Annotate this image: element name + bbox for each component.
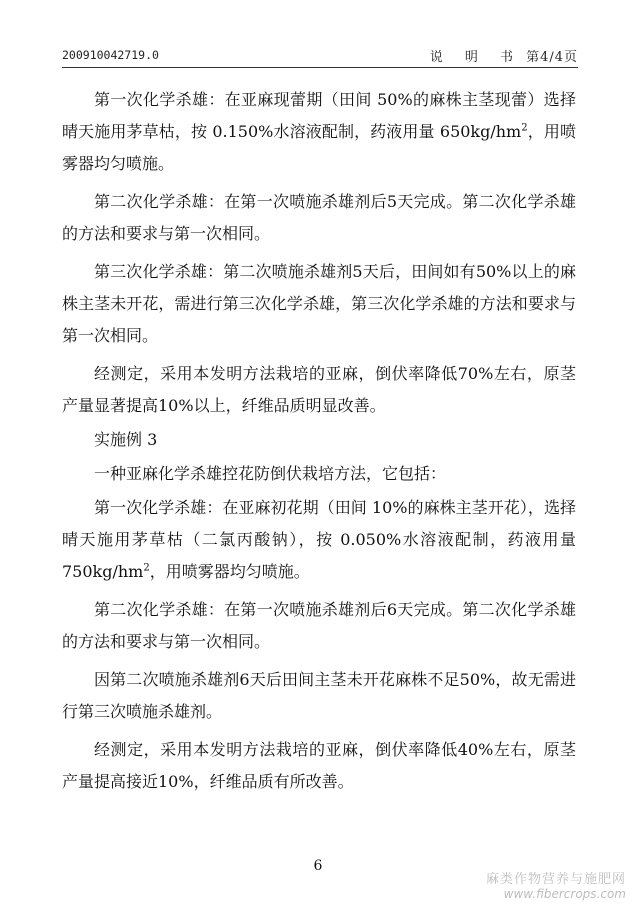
header-right [430, 46, 578, 65]
paragraph: 经测定，采用本发明方法栽培的亚麻，倒伏率降低70%左右，原茎产量显著提高10%以上，纤维品质明显改善。 [62, 364, 576, 415]
paragraph: 第一次化学杀雄：在亚麻现蕾期（田间 50%的麻株主茎现蕾）选择晴天施用茅草枯，按 0.150%水溶液配制，药液用量 $650kg/hm^2$，用喷雾器均匀喷施。 [62, 90, 576, 173]
paragraph: 第三次化学杀雄：第二次喷施杀雄剂5天后，田间如有50%以上的麻株主茎未开花，需进行第三次化学杀雄，第三次化学杀雄的方法和要求与第一次相同。 [62, 262, 576, 345]
paragraph: 第二次化学杀雄：在第一次喷施杀雄剂后6天完成。第二次化学杀雄的方法和要求与第一次相同。 [62, 600, 576, 651]
paragraph: 因第二次喷施杀雄剂6天后田间主茎未开花麻株不足50%，故无需进行第三次喷施杀雄剂。 [62, 670, 576, 721]
watermark-text: 麻类作物营养与施肥网 [485, 872, 626, 887]
paragraph: 经测定，采用本发明方法栽培的亚麻，倒伏率降低40%左右，原茎产量提高接近10%，纤维品质有所改善。 [62, 740, 576, 791]
watermark [486, 873, 626, 901]
page-label: 第4/4页 [526, 50, 578, 65]
watermark-url: www.fibercrops.com [503, 887, 626, 901]
paragraph: 第二次化学杀雄：在第一次喷施杀雄剂后5天完成。第二次化学杀雄的方法和要求与第一次相同。 [62, 192, 576, 243]
document-type: 说 明 书 [429, 50, 523, 65]
section-heading: 实施例 3 [94, 430, 158, 449]
header-rule [62, 67, 578, 68]
paragraph: 一种亚麻化学杀雄控花防倒伏栽培方法，它包括： [94, 464, 447, 483]
page-header [62, 44, 578, 64]
document-number: 200910042719.0 [62, 48, 159, 62]
paragraph: 第一次化学杀雄：在亚麻初花期（田间 10%的麻株主茎开花），选择晴天施用茅草枯（二氯丙酸钠），按 0.050%水溶液配制，药液用量 $750kg/hm^2$，用喷雾器均匀喷施。 [62, 498, 576, 581]
page-number: 6 [313, 858, 323, 874]
document-body [62, 84, 576, 804]
